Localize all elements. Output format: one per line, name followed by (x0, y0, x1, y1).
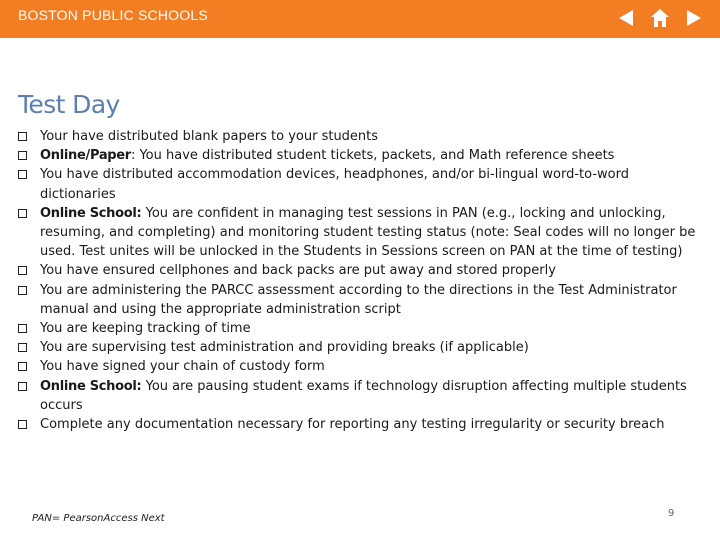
checkbox-bullet-icon (18, 209, 27, 218)
checklist-item (16, 319, 706, 338)
checkbox-bullet-icon (18, 286, 27, 295)
item-text: You are supervising test administration and providing breaks (if applicable) (40, 340, 529, 356)
item-text: You are keeping tracking of time (40, 321, 251, 337)
item-lead: Online School: (40, 378, 142, 394)
checklist (16, 127, 706, 434)
home-icon[interactable] (648, 6, 672, 30)
item-text: You are pausing student exams if technology disruption affecting multiple students occurs (40, 378, 687, 413)
item-text: You are administering the PARCC assessment according to the directions in the Test Administrator manual and using the appropriate administration script (40, 282, 677, 317)
checkbox-bullet-icon (18, 170, 27, 179)
checkbox-bullet-icon (18, 382, 27, 391)
checkbox-bullet-icon (18, 420, 27, 429)
checklist-item (16, 415, 706, 434)
item-text: You have ensured cellphones and back packs are put away and stored properly (40, 263, 556, 279)
checklist-item (16, 261, 706, 280)
checkbox-bullet-icon (18, 132, 27, 141)
checkbox-bullet-icon (18, 362, 27, 371)
checklist-item (16, 204, 706, 262)
checkbox-bullet-icon (18, 324, 27, 333)
checkbox-bullet-icon (18, 266, 27, 275)
next-slide-icon[interactable] (682, 6, 706, 30)
item-text: Your have distributed blank papers to your students (40, 129, 379, 144)
checklist-item (16, 338, 706, 357)
checkbox-bullet-icon (18, 343, 27, 352)
item-text: Complete any documentation necessary for reporting any testing irregularity or security breach (40, 417, 665, 433)
item-text: You have distributed accommodation devices, headphones, and/or bi-lingual word-to-word dictionaries (40, 167, 629, 202)
previous-slide-icon[interactable] (614, 6, 638, 30)
organization-name: BOSTON PUBLIC SCHOOLS (18, 7, 208, 23)
footnote: PAN= PearsonAccess Next (32, 513, 165, 524)
item-text: You have signed your chain of custody form (40, 359, 325, 375)
checklist-item (16, 357, 706, 376)
item-text: : You have distributed student tickets, packets, and Math reference sheets (130, 148, 615, 164)
checklist-item (16, 377, 706, 415)
checklist-item (16, 127, 706, 146)
page-title: Test Day (18, 90, 120, 119)
item-lead: Online School: (40, 205, 142, 221)
header-bar (0, 0, 720, 38)
page-number: 9 (668, 508, 675, 519)
item-text: You are confident in managing test sessions in PAN (e.g., locking and unlocking, resuming, and completing) and monitoring student testing status (note: Seal codes will no longer be used. Test unites will be unlocked in the Students in Sessions screen on PAN at the time of testing) (40, 205, 696, 260)
checklist-item (16, 281, 706, 319)
item-lead: Online/Paper (40, 148, 131, 164)
checkbox-bullet-icon (18, 151, 27, 160)
checklist-item (16, 165, 706, 203)
checklist-item (16, 146, 706, 165)
